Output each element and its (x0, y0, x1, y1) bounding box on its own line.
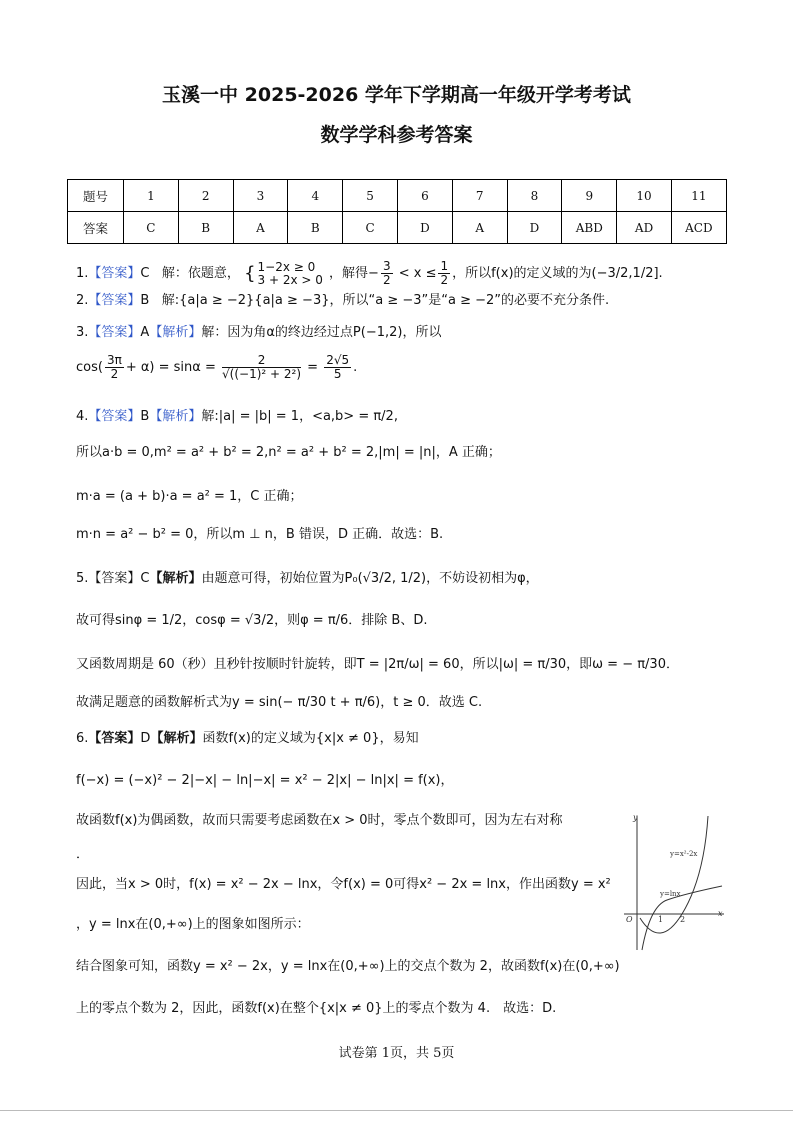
origin-label: O (626, 915, 633, 924)
q2-answer: B (140, 293, 150, 308)
answer-tag: 【答案】 (88, 409, 141, 424)
parabola-curve (640, 816, 708, 933)
answer-tag: 【答案】 (88, 325, 141, 340)
table-row-answers (68, 212, 727, 244)
table-cell: 1 (124, 180, 179, 212)
page-footer: 试卷第 1页，共 5页 (338, 1046, 455, 1061)
table-cell: A (452, 212, 507, 244)
table-cell: A (233, 212, 288, 244)
q2-text: 解:{a|a ≥ −2}{a|a ≥ −3}，所以“a ≥ −3”是“a ≥ −2”的必要不充分条件. (161, 293, 610, 308)
answer-tag: 【答案】 (88, 571, 141, 586)
numerator: 1 (440, 259, 449, 273)
q4-answer: B (140, 409, 150, 424)
answer-table (67, 179, 727, 244)
denominator: 2 (382, 273, 391, 287)
parabola-label: y=x²-2x (670, 850, 698, 858)
denominator: 5 (333, 367, 342, 381)
table-answer-label: 答案 (68, 212, 124, 244)
q1-text-a: 解：依题意， (161, 266, 240, 281)
table-cell: 8 (507, 180, 562, 212)
y-axis-label: y (633, 813, 638, 822)
answer-tag: 【答案】 (88, 293, 141, 308)
q2-solution (76, 292, 609, 310)
function-graph (612, 810, 732, 960)
numerator: 3π (106, 353, 122, 367)
table-row-numbers (68, 180, 727, 212)
q5-line1: 由题意可得，初始位置为P₀(√3/2, 1/2)，不妨设初相为φ， (201, 571, 539, 586)
table-cell: C (124, 212, 179, 244)
q3-solution (76, 324, 441, 342)
q6-answer: D (140, 731, 151, 746)
q6-line1: 函数f(x)的定义域为{x|x ≠ 0}，易知 (202, 731, 419, 746)
answer-tag: 【答案】 (88, 731, 141, 746)
q4-solution (76, 408, 398, 426)
numerator: 2 (222, 354, 301, 368)
q1-answer: C (140, 266, 150, 281)
table-cell: 7 (452, 180, 507, 212)
q6-line3: 故函数f(x)为偶函数，故而只需要考虑函数在x > 0时，零点个数即可，因为左右对称 (76, 813, 563, 828)
table-cell: 9 (562, 180, 617, 212)
page-subtitle: 数学学科参考答案 (320, 124, 473, 146)
fraction (105, 354, 124, 381)
q1-fraction (438, 260, 450, 287)
q6-line6: ，y = lnx在(0,+∞)上的图象如图所示： (76, 917, 310, 932)
numerator: 2√5 (326, 353, 350, 367)
table-cell: D (507, 212, 562, 244)
denominator: 2 (440, 273, 449, 287)
formula-part: = (307, 360, 319, 375)
q4-number: 4. (76, 409, 89, 424)
table-cell: 11 (671, 180, 726, 212)
table-header-label: 题号 (68, 180, 124, 212)
x-axis-label: x (718, 909, 723, 918)
analysis-tag: 【解析】 (150, 731, 203, 746)
q1-text-b: ，解得− (329, 266, 379, 281)
q1-number: 1. (76, 266, 89, 281)
q4-line2: 所以a·b = 0,m² = a² + b² = 2,n² = a² + b² = 2,|m| = |n|，A 正确； (76, 445, 501, 460)
table-cell: 3 (233, 180, 288, 212)
q1-system (258, 261, 323, 287)
q3-number: 3. (76, 325, 89, 340)
q1-text-c: < x ≤ (398, 266, 437, 281)
answer-tag: 【答案】 (88, 266, 141, 281)
q6-solution (76, 730, 419, 748)
q6-line5: 因此，当x > 0时，f(x) = x² − 2x − lnx，令f(x) = 0可得x² − 2x = lnx，作出函数y = x² (76, 877, 611, 892)
q5-line4: 故满足题意的函数解析式为y = sin(− π/30 t + π/6)，t ≥ 0．故选 C. (76, 695, 483, 710)
q5-solution (76, 570, 539, 588)
q6-line8: 上的零点个数为 2，因此，函数f(x)在整个{x|x ≠ 0}上的零点个数为 4. 故选：D. (76, 1001, 557, 1016)
table-cell: B (288, 212, 343, 244)
q5-line2: 故可得sinφ = 1/2，cosφ = √3/2，则φ = π/6．排除 B、D. (76, 613, 428, 628)
q5-number: 5. (76, 571, 89, 586)
table-cell: C (343, 212, 398, 244)
q1-system-line1: 1−2x ≥ 0 (257, 259, 316, 274)
analysis-tag: 【解析】 (149, 409, 202, 424)
table-cell: 10 (617, 180, 672, 212)
q6-number: 6. (76, 731, 89, 746)
log-label: y=lnx (660, 890, 681, 898)
fraction (222, 354, 301, 381)
table-cell: AD (617, 212, 672, 244)
q5-line3: 又函数周期是 60（秒）且秒针按顺时针旋转，即T = |2π/ω| = 60，所以|ω| = π/30，即ω = − π/30． (76, 657, 679, 672)
q1-text-d: ，所以f(x)的定义域的为 (452, 266, 592, 281)
q1-system-line2: 3 + 2x > 0 (257, 272, 323, 287)
q5-answer: C (140, 571, 150, 586)
table-cell: 5 (343, 180, 398, 212)
q1-fraction (381, 260, 393, 287)
q1-interval: (−3/2,1/2]. (591, 266, 663, 281)
q6-line2: f(−x) = (−x)² − 2|−x| − ln|−x| = x² − 2|x| − ln|x| = f(x)， (76, 773, 454, 788)
q6-line4: ． (76, 847, 90, 862)
table-cell: D (397, 212, 452, 244)
table-cell: 6 (397, 180, 452, 212)
q2-number: 2. (76, 293, 89, 308)
q1-solution: 1.【答案】C 解：依题意， { 1−2x ≥ 0 3 + 2x > 0 ，解得− $\frac{3}{2}$ < x ≤ $\frac{1}{2}$ ，所以f(x)的定义域的为(−3/2,1/2]. (76, 259, 663, 287)
formula-part: + α) = sinα = (125, 360, 216, 375)
table-cell: 2 (178, 180, 233, 212)
table-cell: 4 (288, 180, 343, 212)
q4-line1: 解:|a| = |b| = 1，<a,b> = π/2, (201, 409, 398, 424)
q6-line7: 结合图象可知，函数y = x² − 2x，y = lnx在(0,+∞)上的交点个数为 2，故函数f(x)在(0,+∞) (76, 959, 620, 974)
page-title: 玉溪一中 2025-2026 学年下学期高一年级开学考考试 (162, 84, 631, 106)
denominator: √((−1)² + 2²) (222, 367, 302, 381)
numerator: 3 (382, 259, 391, 273)
q4-line3: m·a = (a + b)·a = a² = 1，C 正确； (76, 489, 303, 504)
q3-answer: A (140, 325, 150, 340)
table-cell: ABD (562, 212, 617, 244)
table-cell: ACD (671, 212, 726, 244)
denominator: 2 (110, 367, 119, 381)
q3-text: 解：因为角α的终边经过点P(−1,2)，所以 (201, 325, 442, 340)
analysis-tag: 【解析】 (149, 325, 202, 340)
tick-label-1: 1 (658, 915, 664, 924)
formula-part: . (353, 360, 358, 375)
bottom-divider (0, 1110, 793, 1111)
analysis-tag: 【解析】 (149, 571, 202, 586)
q3-formula (76, 354, 357, 381)
q4-line4: m·n = a² − b² = 0，所以m ⊥ n，B 错误，D 正确．故选：B. (76, 527, 444, 542)
formula-part: cos( (76, 360, 103, 375)
fraction (324, 354, 351, 381)
tick-label-2: 2 (680, 915, 686, 924)
table-cell: B (178, 212, 233, 244)
